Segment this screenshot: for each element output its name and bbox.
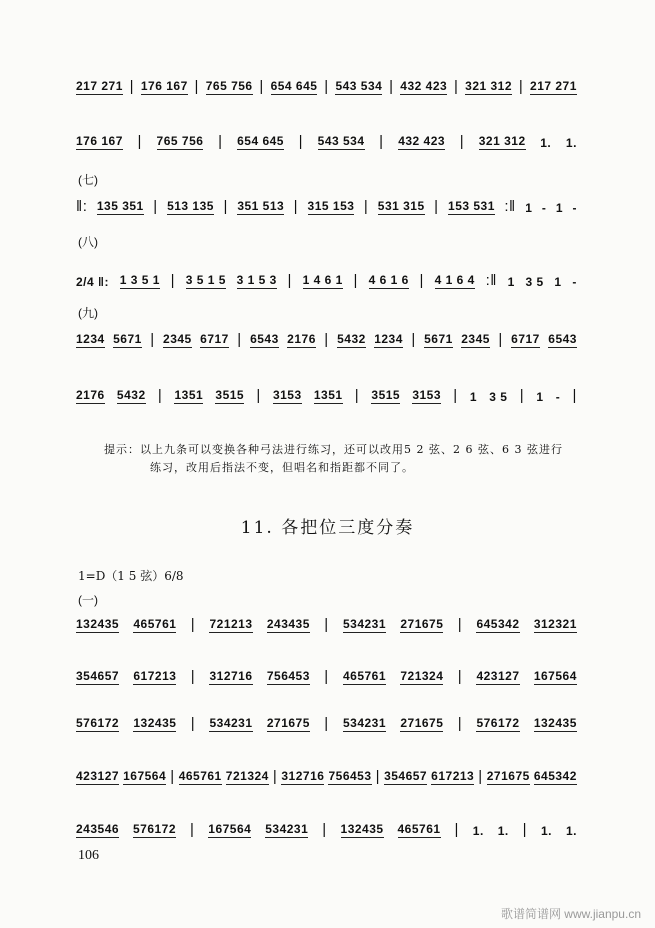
note-group: 756453 (328, 769, 372, 783)
note-group: 1 4 6 1 (302, 273, 343, 287)
note-group: 765 756 (156, 134, 204, 148)
note-group: 423127 (76, 769, 120, 783)
note-group: 465761 (342, 669, 387, 683)
barline: | (237, 331, 242, 348)
note-group: 534231 (265, 822, 309, 836)
key-signature: 1=D（1 5 弦）6/8 (78, 569, 184, 583)
section-title: 11. 各把位三度分奏 (240, 518, 415, 538)
staff-line (76, 387, 577, 404)
barline: | (324, 668, 329, 685)
note-group: - (555, 390, 561, 404)
barline: | (375, 768, 380, 785)
note-group: 5671 (424, 332, 453, 346)
note-group: 2345 (461, 332, 490, 346)
note-group: 1 (555, 201, 564, 215)
barline: | (137, 133, 142, 150)
barline: | (324, 616, 329, 633)
note-group: 271675 (400, 617, 444, 631)
barline: | (379, 133, 384, 150)
note-group: 153 531 (448, 199, 495, 213)
note-group: - (572, 201, 577, 215)
note-group: 4 6 1 6 (368, 273, 409, 287)
note-group: 1. (472, 824, 484, 838)
staff-line (76, 715, 577, 732)
barline: | (353, 272, 358, 289)
barline: | (459, 133, 465, 150)
staff-line (76, 331, 577, 348)
staff-line (76, 768, 577, 785)
note-group: 271675 (486, 769, 530, 783)
note-group: 721324 (225, 769, 269, 783)
barline: | (363, 198, 369, 215)
staff-line (76, 821, 577, 838)
note-group: 3 5 (525, 275, 544, 289)
staff-line (76, 133, 577, 150)
note-group: 1 3 5 1 (119, 273, 160, 287)
barline: | (434, 198, 439, 215)
note-group: 132435 (133, 716, 177, 730)
note-group: 6717 (200, 332, 229, 346)
barline: | (190, 715, 196, 732)
section-label: (八) (78, 235, 98, 249)
note-group: 132435 (340, 822, 384, 836)
note-group: 1351 (313, 388, 343, 402)
barline: | (478, 768, 483, 785)
note-group: 534231 (209, 716, 253, 730)
note-group: 312321 (533, 617, 577, 631)
note-group: 271675 (400, 716, 444, 730)
note-group: 2345 (163, 332, 192, 346)
barline: | (324, 715, 329, 732)
barline: ‖: (76, 198, 88, 215)
note-group: 271675 (266, 716, 310, 730)
note-group: 6543 (548, 332, 577, 346)
note-group: 1 (525, 201, 533, 215)
note-group: 3515 (371, 388, 401, 402)
barline: | (453, 387, 458, 404)
barline: | (190, 616, 196, 633)
barline: | (498, 331, 503, 348)
note-group: 513 135 (167, 199, 214, 213)
note-group: 3153 (272, 388, 302, 402)
barline: | (322, 821, 327, 838)
barline: | (287, 272, 292, 289)
barline: | (189, 821, 195, 838)
note-group: 465761 (397, 822, 441, 836)
barline: | (170, 272, 175, 289)
barline: | (457, 668, 463, 685)
note-group: 765 756 (205, 79, 253, 93)
note-group: 2176 (76, 388, 105, 402)
barline: | (572, 387, 577, 404)
note-group: 576172 (132, 822, 177, 836)
note-group: 315 153 (307, 199, 355, 213)
barline: | (272, 768, 278, 785)
staff-line (76, 78, 577, 95)
note-group: 543 534 (335, 79, 383, 93)
note-group: - (541, 201, 547, 215)
note-group: 465761 (133, 617, 177, 631)
barline: | (298, 133, 304, 150)
barline: | (518, 78, 524, 95)
barline: | (419, 272, 424, 289)
note-group: 243435 (266, 617, 310, 631)
barline: | (324, 331, 329, 348)
note-group: 1. (565, 136, 577, 150)
note-group: 6543 (250, 332, 279, 346)
staff-line (76, 272, 577, 289)
note-group: 354657 (384, 769, 428, 783)
staff-line (76, 616, 577, 633)
note-group: 176 167 (76, 134, 123, 148)
note-group: 2176 (287, 332, 316, 346)
note-group: 217 271 (530, 79, 577, 93)
barline: | (150, 331, 155, 348)
barline: | (411, 331, 416, 348)
section-label: (九) (78, 306, 98, 320)
note-group: 423127 (476, 669, 520, 683)
note-group: 3515 (215, 388, 245, 402)
barline: | (293, 198, 299, 215)
note-group: 1. (541, 824, 553, 838)
note-group: 1. (497, 824, 509, 838)
page-number: 106 (78, 848, 99, 863)
note-group: 576172 (476, 716, 520, 730)
note-group: 312716 (281, 769, 325, 783)
note-group: 321 312 (478, 134, 526, 148)
note-group: 3 1 5 3 (236, 273, 277, 287)
note-group: 6717 (511, 332, 540, 346)
note-group: 167564 (123, 769, 167, 783)
barline: | (389, 78, 394, 95)
note-group: 217 271 (76, 79, 123, 93)
note-group: 5432 (337, 332, 366, 346)
note-group: 4 1 6 4 (434, 273, 475, 287)
note-group: 645342 (533, 769, 577, 783)
hint-text-1: 提示：以上九条可以变换各种弓法进行练习，还可以改用5 2 弦、2 6 弦、6 3 弦进行 (104, 443, 563, 456)
note-group: 1 (507, 275, 515, 289)
note-group: 534231 (342, 617, 387, 631)
note-group: 1234 (374, 332, 403, 346)
note-group: 654 645 (270, 79, 318, 93)
note-group: 1 (554, 275, 562, 289)
note-group: 312716 (209, 669, 253, 683)
note-group: 167564 (208, 822, 252, 836)
note-group: 3153 (412, 388, 442, 402)
section-label: (七) (78, 173, 98, 187)
note-group: 1. (540, 136, 552, 150)
staff-line (76, 198, 577, 215)
note-group: 617213 (431, 769, 475, 783)
note-group: 756453 (266, 669, 310, 683)
barline: | (519, 387, 525, 404)
note-group: 354657 (76, 669, 120, 683)
barline: :‖ (504, 198, 516, 215)
note-group: 721324 (400, 669, 444, 683)
staff-line (76, 668, 577, 685)
barline: | (153, 198, 158, 215)
note-group: 1 (536, 390, 544, 404)
note-group: 617213 (133, 669, 177, 683)
note-group: 531 315 (377, 199, 425, 213)
note-group: 1. (565, 824, 577, 838)
note-group: 176 167 (140, 79, 188, 93)
note-group: 1234 (76, 332, 105, 346)
barline: | (457, 616, 463, 633)
hint-text-2: 练习，改用后指法不变，但唱名和指距都不同了。 (150, 461, 414, 474)
note-group: 1351 (174, 388, 204, 402)
note-group: 132435 (533, 716, 577, 730)
note-group: 321 312 (465, 79, 513, 93)
barline: :‖ (485, 272, 497, 289)
note-group: 543 534 (317, 134, 365, 148)
note-group: 534231 (342, 716, 387, 730)
section-label: (一) (78, 593, 98, 607)
barline: | (223, 198, 228, 215)
note-group: 3 5 1 5 (185, 273, 226, 287)
note-group: 351 513 (237, 199, 285, 213)
note-group: 132435 (76, 617, 120, 631)
note-group: 432 423 (398, 134, 446, 148)
barline: | (218, 133, 223, 150)
note-group: 645342 (476, 617, 520, 631)
barline: | (194, 78, 199, 95)
note-group: 243546 (76, 822, 120, 836)
note-group: 654 645 (237, 134, 284, 148)
barline: | (453, 78, 459, 95)
note-group: 432 423 (400, 79, 448, 93)
note-group: 5432 (116, 388, 146, 402)
note-group: 465761 (178, 769, 222, 783)
barline: | (129, 78, 135, 95)
note-group: 135 351 (96, 199, 144, 213)
barline: | (256, 387, 261, 404)
barline: | (157, 387, 163, 404)
barline: | (259, 78, 264, 95)
barline: | (522, 821, 528, 838)
note-group: 576172 (76, 716, 120, 730)
note-group: - (572, 275, 577, 289)
barline: | (324, 78, 329, 95)
watermark: 歌谱简谱网 www.jianpu.cn (500, 907, 641, 921)
barline: | (170, 768, 175, 785)
note-group: 1 (469, 390, 478, 404)
barline: | (190, 668, 196, 685)
barline: | (454, 821, 459, 838)
note-group: 721213 (209, 617, 253, 631)
note-group: 3 5 (489, 390, 508, 404)
barline: | (457, 715, 463, 732)
note-group: 2/4 ‖: (76, 275, 109, 289)
note-group: 5671 (113, 332, 142, 346)
note-group: 167564 (533, 669, 577, 683)
barline: | (354, 387, 360, 404)
